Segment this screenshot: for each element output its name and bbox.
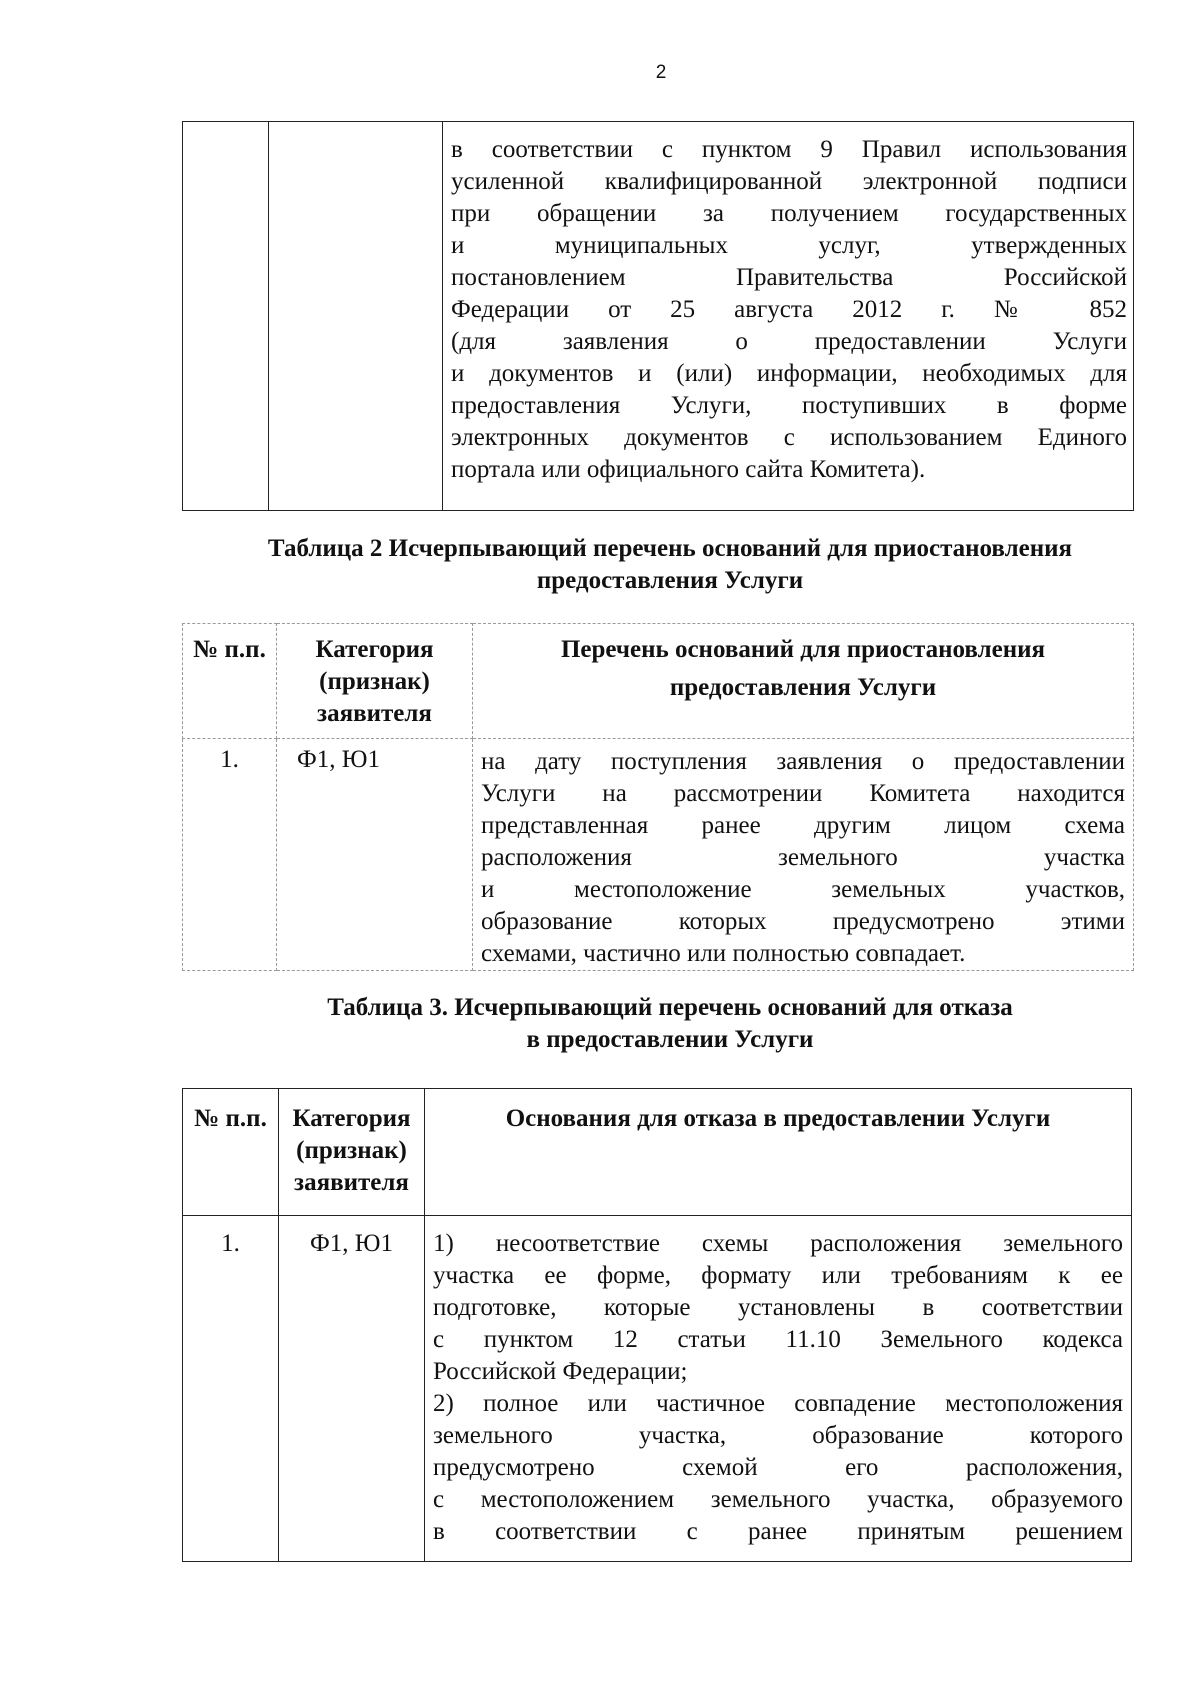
row-reasons [473,739,1134,971]
text-line: земельного участка, образование которого [433,1422,1123,1449]
table2-heading-line1: Таблица 2 Исчерпывающий перечень оснований для приостановления [267,535,1073,562]
text-line: портала или официального сайта Комитета). [451,456,926,483]
table3 [182,1088,1132,1562]
text-line: 1) несоответствие схемы расположения земельного [433,1230,1123,1257]
col-header-category-line: заявителя [294,1169,409,1196]
table-continuation [182,121,1134,511]
text-line: на дату поступления заявления о предоставлении [481,748,1125,775]
table2-heading [140,533,1200,597]
text-line: участка ее форме, формату или требованиям к ее [433,1262,1123,1289]
text-line: с пунктом 12 статьи 11.10 Земельного кодекса [433,1326,1123,1353]
col-header-category-line: (признак) [296,1137,407,1164]
text-line: предусмотрено схемой его расположения, [433,1454,1123,1481]
text-line: образование которых предусмотрено этими [481,908,1125,935]
text-line: в соответствии с ранее принятым решением [433,1518,1123,1545]
col-header-num: № п.п. [183,1089,279,1216]
table3-heading [140,992,1200,1056]
table-cell-text [443,122,1134,511]
col-header-category-line: (признак) [319,668,430,695]
table3-heading-line2: в предоставлении Услуги [526,1026,814,1053]
col-header-num: № п.п. [183,624,277,739]
row-category: Ф1, Ю1 [277,739,473,971]
col-header-category [277,624,473,739]
col-header-reasons-line: Перечень оснований для приостановления [560,636,1046,663]
text-line: схемами, частично или полностью совпадает. [481,940,966,967]
table-row [183,122,1134,511]
col-header-category-line: заявителя [317,700,432,727]
text-line: и документов и (или) информации, необходимых для [451,360,1127,387]
col-header-category [279,1089,425,1216]
table2-heading-line2: предоставления Услуги [536,567,804,594]
text-line: при обращении за получением государственных [451,200,1127,227]
text-line: усиленной квалифицированной электронной подписи [451,168,1127,195]
table-cell-empty-2 [269,122,443,511]
page-number: 2 [655,62,667,83]
row-category: Ф1, Ю1 [279,1216,425,1562]
text-line: Федерации от 25 августа 2012 г. № 852 [451,296,1127,323]
text-line: представленная ранее другим лицом схема [481,812,1125,839]
col-header-category-line: Категория [292,1105,411,1132]
table-header-row [183,624,1134,739]
table-cell-empty-1 [183,122,269,511]
row-number: 1. [183,739,277,971]
text-line: Российской Федерации; [433,1358,688,1385]
row-reasons [425,1216,1132,1562]
table-row [183,1216,1132,1562]
text-line: электронных документов с использованием Единого [451,424,1127,451]
text-line: в соответствии с пунктом 9 Правил использования [451,136,1127,163]
text-line: и муниципальных услуг, утвержденных [451,232,1127,259]
text-line: подготовке, которые установлены в соответствии [433,1294,1123,1321]
col-header-reasons-line: предоставления Услуги [669,674,937,701]
col-header-category-line: Категория [315,636,434,663]
text-line: и местоположение земельных участков, [481,876,1125,903]
row-number: 1. [183,1216,279,1562]
text-line: (для заявления о предоставлении Услуги [451,328,1127,355]
text-line: 2) полное или частичное совпадение местоположения [433,1390,1123,1417]
table-row [183,739,1134,971]
text-line: Услуги на рассмотрении Комитета находится [481,780,1125,807]
text-line: расположения земельного участка [481,844,1125,871]
text-line: постановлением Правительства Российской [451,264,1127,291]
text-line: предоставления Услуги, поступивших в форме [451,392,1127,419]
table2 [182,623,1134,971]
table3-heading-line1: Таблица 3. Исчерпывающий перечень оснований для отказа [327,994,1013,1021]
col-header-reasons [473,624,1134,739]
table-header-row [183,1089,1132,1216]
col-header-reasons: Основания для отказа в предоставлении Услуги [425,1089,1132,1216]
text-line: с местоположением земельного участка, образуемого [433,1486,1123,1513]
